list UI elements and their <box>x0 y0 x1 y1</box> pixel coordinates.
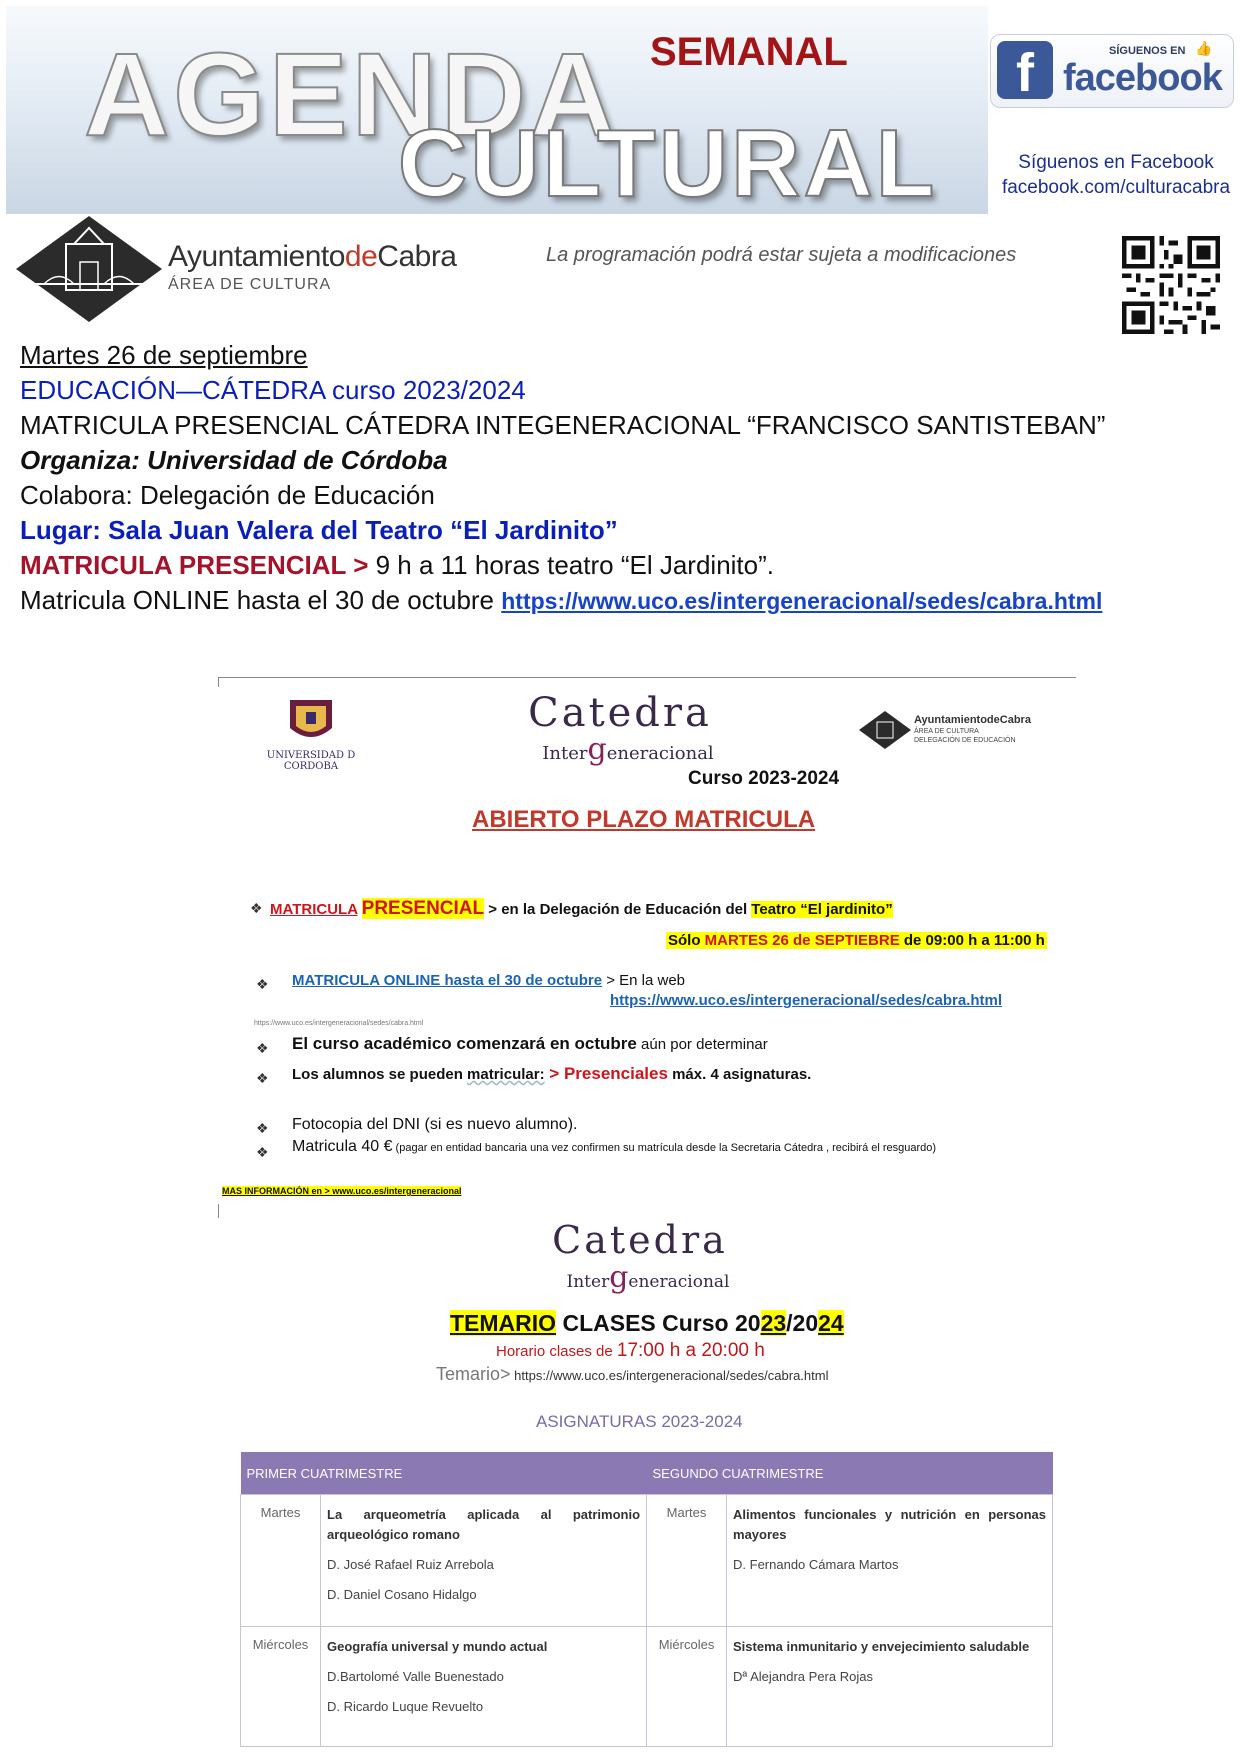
follow-line-1: Síguenos en Facebook <box>1018 152 1214 173</box>
solo-c: de 09:00 h a 11:00 h <box>899 932 1045 949</box>
event-date: Martes 26 de septiembre <box>20 340 308 370</box>
facebook-follow-small: SÍGUENOS EN <box>1109 45 1186 57</box>
subject-title: La arqueometría aplicada al patrimonio arqueológico romano <box>327 1507 641 1542</box>
event-organizer: Organiza: Universidad de Córdoba <box>20 445 448 475</box>
mp-a: MATRICULA <box>270 901 358 918</box>
matricula-text: 9 h a 11 horas teatro “El Jardinito”. <box>368 550 774 580</box>
poster-top-border <box>218 677 1076 678</box>
dni-line: Fotocopia del DNI (si es nuevo alumno). <box>292 1116 578 1133</box>
online-rest: > En la web <box>602 972 686 989</box>
intergen-g: g <box>609 1260 629 1295</box>
temario-e: 24 <box>818 1310 844 1336</box>
professor: D.Bartolomé Valle Buenestado <box>327 1669 504 1684</box>
professor: Dª Alejandra Pera Rojas <box>733 1669 873 1684</box>
alumnos-a: Los alumnos se pueden <box>292 1066 468 1083</box>
ayto-name-b: Cabra <box>377 240 457 273</box>
intergen-b: eneracional <box>628 1272 730 1292</box>
day-cell: Miércoles <box>241 1627 321 1747</box>
subject-title: Alimentos funcionales y nutrición en personas mayores <box>733 1507 1047 1542</box>
ayuntamiento-logo-icon <box>14 214 164 324</box>
solo-b: MARTES 26 de SEPTIEBRE <box>704 932 900 949</box>
facebook-icon: f <box>997 41 1053 99</box>
poster-online-url[interactable]: https://www.uco.es/intergeneracional/sedes/cabra.html <box>610 992 1003 1009</box>
intergen-a: Inter <box>566 1272 610 1292</box>
horario-clases <box>496 1340 765 1362</box>
temario-title <box>450 1310 844 1337</box>
catedra-title-2: Catedra <box>552 1218 728 1262</box>
matricula-label: MATRICULA PRESENCIAL > <box>20 550 369 580</box>
subject-cell <box>321 1495 647 1627</box>
catedra-subtitle-2 <box>528 1260 768 1295</box>
facebook-badge[interactable] <box>990 34 1234 108</box>
temario-label: Temario> <box>436 1364 511 1384</box>
header-segundo-cuatrimestre: SEGUNDO CUATRIMESTRE <box>647 1452 1053 1495</box>
event-online <box>20 583 1102 618</box>
ayto-name-a: Ayuntamiento <box>168 240 345 273</box>
poster-corner <box>218 677 219 687</box>
temario-b: CLASES Curso 20 <box>556 1310 761 1336</box>
ayuntamiento-area: ÁREA DE CULTURA <box>168 276 332 293</box>
table-row <box>241 1627 1053 1747</box>
bullet-icon: ❖ <box>256 1070 269 1086</box>
mas-informacion[interactable]: MAS INFORMACIÓN en > www.uco.es/intergeneracional <box>222 1186 462 1196</box>
mp-d: Teatro “El jardinito” <box>751 901 893 918</box>
day-cell: Martes <box>647 1495 727 1627</box>
event-matricula <box>20 548 774 582</box>
alumnos-c: > Presenciales <box>544 1064 668 1083</box>
ayto-small-sub1: ÁREA DE CULTURA <box>914 728 979 735</box>
solo-martes-line <box>666 932 1047 949</box>
facebook-wordmark: facebook <box>1063 57 1222 99</box>
matricula-40-line <box>292 1138 936 1156</box>
poster-curso: Curso 2023-2024 <box>688 768 840 789</box>
bullet-icon: ❖ <box>256 1040 269 1056</box>
matricula-presencial-line <box>270 898 893 920</box>
cultural-title: CULTURAL <box>398 110 938 214</box>
intergen-g: g <box>587 732 607 767</box>
follow-line-2[interactable]: facebook.com/culturacabra <box>1001 177 1231 198</box>
alumnos-line <box>292 1064 811 1084</box>
online-url-link[interactable]: https://www.uco.es/intergeneracional/sedes/cabra.html <box>501 588 1103 614</box>
day-cell: Martes <box>241 1495 321 1627</box>
catedra-subtitle <box>508 732 748 767</box>
day-cell: Miércoles <box>647 1627 727 1747</box>
temario-url[interactable]: https://www.uco.es/intergeneracional/sedes/cabra.html <box>510 1368 829 1383</box>
ayuntamiento-small-icon <box>858 710 912 750</box>
ayto-name-de: de <box>344 240 378 273</box>
ayto-small-name: AyuntamientodeCabra <box>914 714 1031 726</box>
tiny-url: https://www.uco.es/intergeneracional/sedes/cabra.html <box>254 1020 424 1027</box>
subject-cell <box>727 1627 1053 1747</box>
temario-c: 23 <box>760 1310 787 1336</box>
intergen-b: eneracional <box>606 743 714 764</box>
subject-title: Geografía universal y mundo actual <box>327 1639 548 1654</box>
agenda-title: AGENDA <box>84 29 620 161</box>
horario-b: 17:00 h a 20:00 h <box>616 1340 765 1361</box>
facebook-follow-text <box>996 150 1236 200</box>
subjects-table <box>240 1452 1053 1747</box>
ayuntamiento-small-logo <box>858 706 1038 756</box>
uco-logo <box>240 698 382 772</box>
professor: D. José Rafael Ruiz Arrebola <box>327 1557 494 1572</box>
subject-cell <box>727 1495 1053 1627</box>
online-text: Matricula ONLINE hasta el 30 de octubre <box>20 585 502 615</box>
temario-url-line <box>436 1364 828 1385</box>
intergen-a: Inter <box>542 743 588 764</box>
curso-acad-n: aún por determinar <box>636 1036 768 1053</box>
subject-cell <box>321 1627 647 1747</box>
matricula-online-link[interactable]: MATRICULA ONLINE hasta el 30 de octubre <box>292 972 603 989</box>
curso-academico-line <box>292 1034 768 1054</box>
table-header-row <box>241 1452 1053 1495</box>
ayuntamiento-name <box>168 240 457 274</box>
mp-c: > en la Delegación de Educación del <box>484 901 752 918</box>
uco-text: UNIVERSIDAD D CORDOBA <box>266 750 356 772</box>
semanal-label: SEMANAL <box>650 30 848 74</box>
qr-code-icon[interactable] <box>1122 236 1220 334</box>
thumbs-up-icon: 👍 <box>1195 41 1213 57</box>
event-title: MATRICULA PRESENCIAL CÁTEDRA INTEGENERACIONAL “FRANCISCO SANTISTEBAN” <box>20 410 1106 440</box>
matricula-online-line <box>292 972 685 989</box>
poster-corner <box>218 1204 219 1218</box>
professor: D. Ricardo Luque Revuelto <box>327 1699 484 1714</box>
event-collaborator: Colabora: Delegación de Educación <box>20 480 435 510</box>
professor: D. Daniel Cosano Hidalgo <box>327 1587 477 1602</box>
catedra-title: Catedra <box>528 690 712 736</box>
header-banner <box>6 6 988 214</box>
uco-shield-icon <box>240 698 382 748</box>
bullet-icon: ❖ <box>250 900 263 916</box>
alumnos-b: matricular: <box>467 1066 545 1083</box>
solo-a: Sólo <box>668 932 705 949</box>
disclaimer: La programación podrá estar sujeta a modificaciones <box>546 244 1017 266</box>
bullet-icon: ❖ <box>256 976 269 992</box>
event-place: Lugar: Sala Juan Valera del Teatro “El Jardinito” <box>20 515 618 545</box>
header-primer-cuatrimestre: PRIMER CUATRIMESTRE <box>241 1452 647 1495</box>
temario-a: TEMARIO <box>450 1310 557 1336</box>
table-row <box>241 1495 1053 1627</box>
horario-a: Horario clases de <box>496 1343 617 1360</box>
poster-abierto-plazo: ABIERTO PLAZO MATRICULA <box>472 806 816 833</box>
bullet-icon: ❖ <box>256 1120 269 1136</box>
ayto-small-sub2: DELEGACIÓN DE EDUCACIÓN <box>914 737 1016 744</box>
event-category: EDUCACIÓN—CÁTEDRA curso 2023/2024 <box>20 375 526 405</box>
mp-b: PRESENCIAL <box>361 898 485 919</box>
subject-title: Sistema inmunitario y envejecimiento saludable <box>733 1639 1030 1654</box>
temario-d: /20 <box>786 1310 819 1336</box>
asignaturas-heading: ASIGNATURAS 2023-2024 <box>536 1412 743 1431</box>
m40-small: (pagar en entidad bancaria una vez confirmen su matrícula desde la Secretaria Cátedra , recibirá el resguardo) <box>392 1142 937 1154</box>
m40: Matricula 40 € <box>292 1138 393 1155</box>
professor: D. Fernando Cámara Martos <box>733 1557 899 1572</box>
alumnos-d: máx. 4 asignaturas. <box>667 1066 812 1083</box>
curso-acad: El curso académico comenzará en octubre <box>292 1034 637 1053</box>
bullet-icon: ❖ <box>256 1144 269 1160</box>
